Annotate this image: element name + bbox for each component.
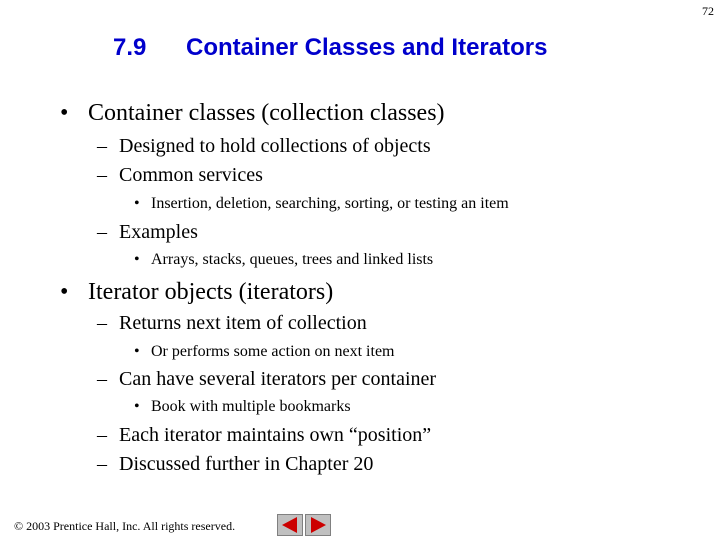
bullet-marker: – — [97, 164, 107, 186]
bullet-text: Can have several iterators per container — [119, 368, 437, 390]
right-arrow-icon — [306, 515, 330, 535]
bullet-marker: – — [97, 424, 107, 446]
bullet-text: Insertion, deletion, searching, sorting, or testing an item — [151, 195, 509, 212]
page-number: 72 — [702, 4, 714, 18]
bullet-text: Designed to hold collections of objects — [119, 135, 431, 157]
bullet-text: Iterator objects (iterators) — [88, 279, 334, 305]
bullet-text: Container classes (collection classes) — [88, 100, 445, 126]
bullet-marker: • — [60, 279, 69, 305]
bullet-marker: – — [97, 453, 107, 475]
previous-slide-button[interactable] — [277, 514, 303, 536]
bullet-marker: • — [60, 100, 69, 126]
left-arrow-icon — [278, 515, 302, 535]
bullet-marker: – — [97, 368, 107, 390]
bullet-marker: • — [134, 398, 140, 415]
bullet-text: Discussed further in Chapter 20 — [119, 453, 374, 475]
bullet-marker: • — [134, 195, 140, 212]
section-number: 7.9 — [113, 34, 147, 61]
bullet-marker: – — [97, 312, 107, 334]
copyright-footer: © 2003 Prentice Hall, Inc. All rights reserved. — [14, 519, 236, 533]
bullet-text: Each iterator maintains own “position” — [119, 424, 432, 446]
bullet-text: Book with multiple bookmarks — [151, 398, 351, 415]
bullet-text: Arrays, stacks, queues, trees and linked lists — [151, 251, 434, 268]
bullet-marker: – — [97, 221, 107, 243]
title-text: Container Classes and Iterators — [186, 34, 548, 61]
next-slide-button[interactable] — [305, 514, 331, 536]
bullet-text: Examples — [119, 221, 198, 243]
bullet-marker: • — [134, 251, 140, 268]
bullet-marker: – — [97, 135, 107, 157]
bullet-text: Or performs some action on next item — [151, 343, 395, 360]
bullet-marker: • — [134, 343, 140, 360]
bullet-text: Returns next item of collection — [119, 312, 367, 334]
bullet-text: Common services — [119, 164, 263, 186]
